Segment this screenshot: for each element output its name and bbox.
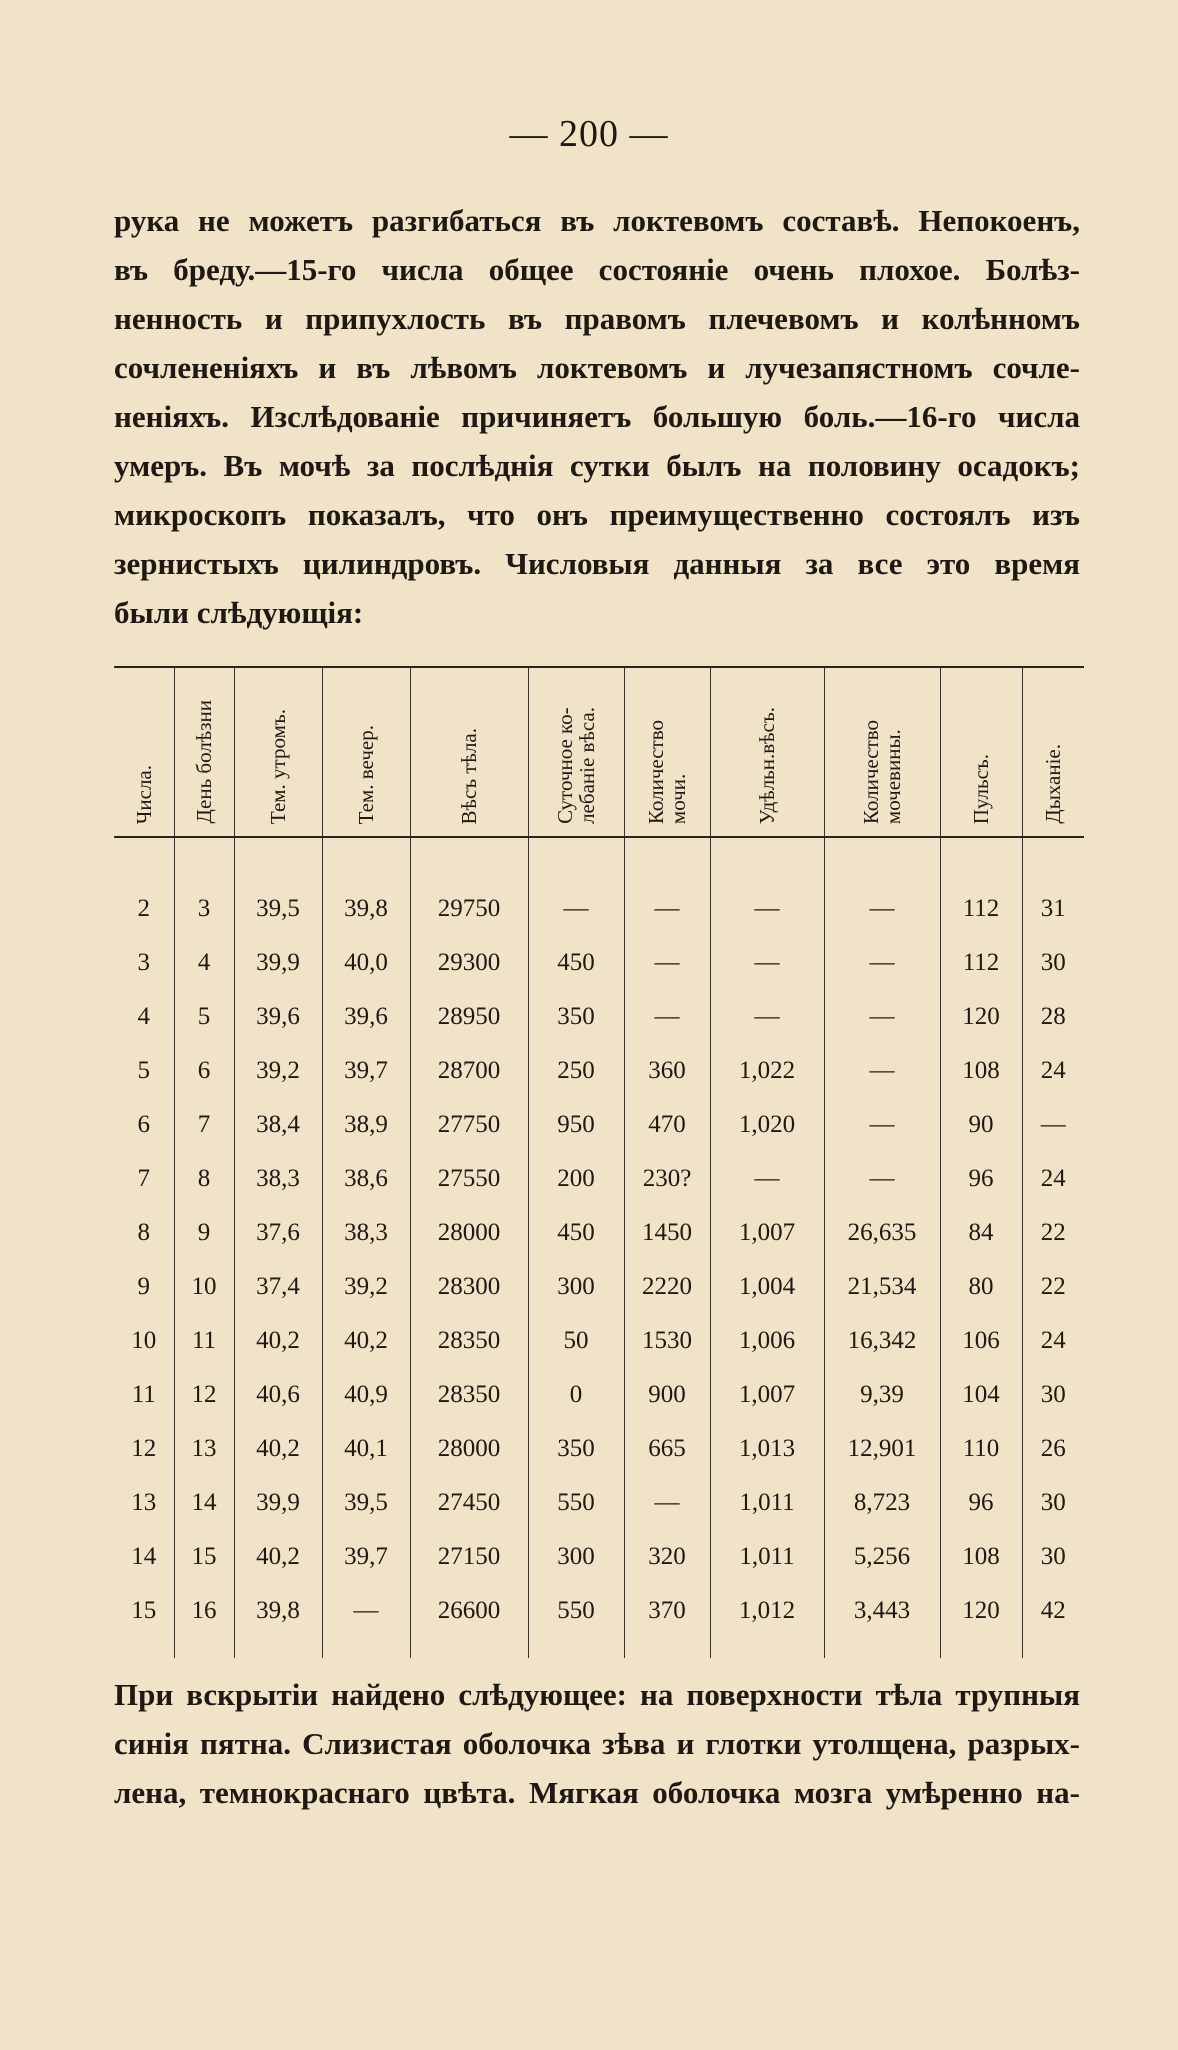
- table-cell: 470: [624, 1098, 710, 1152]
- table-cell: 40,1: [322, 1422, 410, 1476]
- table-cell: 665: [624, 1422, 710, 1476]
- paragraph-top: [114, 196, 1080, 637]
- table-cell: 38,6: [322, 1152, 410, 1206]
- table-cell: 13: [131, 1489, 157, 1516]
- table-row: [114, 1314, 1084, 1368]
- table-cell: 5: [174, 990, 234, 1044]
- table-cell: 900: [624, 1368, 710, 1422]
- text-line: рука не можетъ разгибаться въ локтевомъ составѣ. Непокоенъ,: [114, 203, 1080, 238]
- table-cell: 1530: [624, 1314, 710, 1368]
- table-cell: 28300: [410, 1260, 528, 1314]
- table-cell: 80: [940, 1260, 1022, 1314]
- table-cell: 2: [137, 895, 150, 922]
- table-cell: 120: [940, 1584, 1022, 1638]
- table-cell: —: [322, 1584, 410, 1638]
- table-cell: 3,443: [824, 1584, 940, 1638]
- table-cell: 28000: [410, 1422, 528, 1476]
- table-cell: —: [824, 990, 940, 1044]
- table-cell: 15: [131, 1597, 157, 1624]
- table-cell: 200: [528, 1152, 624, 1206]
- text-line: ненность и припухлость въ правомъ плечевомъ и колѣнномъ: [114, 301, 1080, 336]
- table-cell: 250: [528, 1044, 624, 1098]
- table-cell: —: [824, 1152, 940, 1206]
- table-cell: 10: [174, 1260, 234, 1314]
- spacer-cell: [710, 837, 824, 882]
- spacer-cell: [174, 837, 234, 882]
- table-cell: 7: [174, 1098, 234, 1152]
- table-cell: 84: [940, 1206, 1022, 1260]
- table-cell: 24: [1022, 1314, 1084, 1368]
- table-row: [114, 1530, 1084, 1584]
- table-cell: 39,8: [234, 1584, 322, 1638]
- table-cell: 27750: [410, 1098, 528, 1152]
- table-cell: 1,013: [710, 1422, 824, 1476]
- table-cell: 4: [174, 936, 234, 990]
- table-cell: 1,004: [710, 1260, 824, 1314]
- spacer-cell: [940, 1638, 1022, 1658]
- table-cell: 40,6: [234, 1368, 322, 1422]
- table-cell: —: [624, 1476, 710, 1530]
- column-header-label: Удѣльн.вѣсъ.: [755, 706, 779, 824]
- spacer-cell: [114, 837, 174, 882]
- table-cell: —: [710, 1152, 824, 1206]
- spacer-cell: [624, 837, 710, 882]
- table-cell: 90: [940, 1098, 1022, 1152]
- table-cell: 6: [174, 1044, 234, 1098]
- table-cell: 29750: [410, 882, 528, 936]
- column-header: [528, 667, 624, 837]
- table-cell: 96: [940, 1152, 1022, 1206]
- table-cell: 950: [528, 1098, 624, 1152]
- table-cell: 230?: [624, 1152, 710, 1206]
- spacer-cell: [528, 837, 624, 882]
- table-cell: 0: [528, 1368, 624, 1422]
- table-cell: 96: [940, 1476, 1022, 1530]
- table-cell: 40,0: [322, 936, 410, 990]
- table-cell: 50: [528, 1314, 624, 1368]
- table-cell: 360: [624, 1044, 710, 1098]
- table-header-row: [114, 667, 1084, 837]
- table-cell: 9,39: [824, 1368, 940, 1422]
- table-cell: —: [710, 990, 824, 1044]
- table-cell: —: [528, 882, 624, 936]
- spacer-cell: [528, 1638, 624, 1658]
- table-cell: 112: [940, 936, 1022, 990]
- table-cell: 16,342: [824, 1314, 940, 1368]
- column-header-label: Пульсъ.: [969, 753, 993, 824]
- table-cell: 30: [1022, 936, 1084, 990]
- table-cell: 3: [174, 882, 234, 936]
- table-cell: —: [624, 882, 710, 936]
- column-header: [624, 667, 710, 837]
- spacer-cell: [322, 837, 410, 882]
- table-cell: 1450: [624, 1206, 710, 1260]
- table-cell: 37,6: [234, 1206, 322, 1260]
- table-cell: 12: [131, 1435, 157, 1462]
- table-cell: 14: [131, 1543, 157, 1570]
- table-cell: —: [824, 1044, 940, 1098]
- table-cell: 39,9: [234, 936, 322, 990]
- table-cell: 40,2: [234, 1422, 322, 1476]
- table-cell: 27450: [410, 1476, 528, 1530]
- table-cell: 350: [528, 1422, 624, 1476]
- text-line: микроскопъ показалъ, что онъ преимущественно состоялъ изъ: [114, 497, 1080, 532]
- text-line: въ бреду.—15-го числа общее состояніе очень плохое. Болѣз-: [114, 252, 1080, 287]
- spacer-cell: [1022, 837, 1084, 882]
- table-cell: 39,5: [234, 882, 322, 936]
- table-cell: 39,9: [234, 1476, 322, 1530]
- table-cell: 108: [940, 1530, 1022, 1584]
- table-cell: 6: [137, 1111, 150, 1138]
- table-row: [114, 1260, 1084, 1314]
- table-cell: 16: [174, 1584, 234, 1638]
- spacer-cell: [234, 1638, 322, 1658]
- spacer-cell: [322, 1638, 410, 1658]
- table-cell: 28700: [410, 1044, 528, 1098]
- table-cell: 3: [137, 949, 150, 976]
- table-cell: 112: [940, 882, 1022, 936]
- table-cell: 370: [624, 1584, 710, 1638]
- table-cell: 38,3: [234, 1152, 322, 1206]
- table-cell: 28: [1022, 990, 1084, 1044]
- table-cell: 1,011: [710, 1476, 824, 1530]
- table-cell: 550: [528, 1476, 624, 1530]
- table-cell: 300: [528, 1530, 624, 1584]
- column-header: [824, 667, 940, 837]
- data-table-wrapper: [114, 666, 1084, 1650]
- table-row: [114, 936, 1084, 990]
- table-cell: —: [824, 882, 940, 936]
- table-cell: 31: [1022, 882, 1084, 936]
- table-cell: 1,020: [710, 1098, 824, 1152]
- table-cell: 13: [174, 1422, 234, 1476]
- data-table: [114, 666, 1084, 1658]
- table-cell: 30: [1022, 1476, 1084, 1530]
- table-spacer-row: [114, 1638, 1084, 1658]
- table-cell: 38,3: [322, 1206, 410, 1260]
- spacer-cell: [624, 1638, 710, 1658]
- table-cell: —: [710, 936, 824, 990]
- table-cell: 39,6: [234, 990, 322, 1044]
- table-cell: 39,2: [234, 1044, 322, 1098]
- table-cell: 24: [1022, 1152, 1084, 1206]
- table-cell: 1,007: [710, 1368, 824, 1422]
- table-row: [114, 990, 1084, 1044]
- table-cell: 27550: [410, 1152, 528, 1206]
- table-row: [114, 1044, 1084, 1098]
- table-row: [114, 1422, 1084, 1476]
- table-cell: 28950: [410, 990, 528, 1044]
- table-cell: 11: [131, 1381, 156, 1408]
- text-line: лена, темнокраснаго цвѣта. Мягкая оболочка мозга умѣренно на-: [114, 1775, 1080, 1810]
- table-cell: 5,256: [824, 1530, 940, 1584]
- column-header-label: Тем. вечер.: [354, 724, 378, 824]
- table-row: [114, 1368, 1084, 1422]
- table-cell: 40,2: [322, 1314, 410, 1368]
- table-cell: 1,007: [710, 1206, 824, 1260]
- table-cell: 350: [528, 990, 624, 1044]
- table-cell: —: [624, 990, 710, 1044]
- table-row: [114, 1476, 1084, 1530]
- table-cell: 104: [940, 1368, 1022, 1422]
- table-cell: 27150: [410, 1530, 528, 1584]
- table-cell: 28350: [410, 1314, 528, 1368]
- text-line: умеръ. Въ мочѣ за послѣднія сутки былъ на половину осадокъ;: [114, 448, 1080, 483]
- spacer-cell: [824, 837, 940, 882]
- table-row: [114, 1584, 1084, 1638]
- text-line: синія пятна. Слизистая оболочка зѣва и глотки утолщена, разрых-: [114, 1726, 1080, 1761]
- table-cell: 22: [1022, 1206, 1084, 1260]
- spacer-cell: [1022, 1638, 1084, 1658]
- column-header-label: Количество мочевины.: [859, 719, 905, 824]
- table-cell: 8,723: [824, 1476, 940, 1530]
- table-cell: 11: [174, 1314, 234, 1368]
- table-cell: 8: [137, 1219, 150, 1246]
- table-row: [114, 882, 1084, 936]
- table-cell: 39,5: [322, 1476, 410, 1530]
- spacer-cell: [710, 1638, 824, 1658]
- table-cell: 26: [1022, 1422, 1084, 1476]
- column-header: [174, 667, 234, 837]
- table-cell: 1,012: [710, 1584, 824, 1638]
- table-cell: 37,4: [234, 1260, 322, 1314]
- column-header: [234, 667, 322, 837]
- table-cell: 7: [137, 1165, 150, 1192]
- table-cell: 26600: [410, 1584, 528, 1638]
- table-cell: 40,2: [234, 1530, 322, 1584]
- table-row: [114, 1206, 1084, 1260]
- table-cell: 14: [174, 1476, 234, 1530]
- spacer-cell: [410, 1638, 528, 1658]
- text-line: сочлененіяхъ и въ лѣвомъ локтевомъ и лучезапястномъ сочле-: [114, 350, 1080, 385]
- table-cell: 106: [940, 1314, 1022, 1368]
- table-cell: 38,4: [234, 1098, 322, 1152]
- table-cell: 30: [1022, 1368, 1084, 1422]
- table-cell: 21,534: [824, 1260, 940, 1314]
- table-cell: 42: [1022, 1584, 1084, 1638]
- table-cell: 39,7: [322, 1530, 410, 1584]
- table-cell: 28350: [410, 1368, 528, 1422]
- paragraph-bottom: [114, 1670, 1080, 1817]
- column-header-label: Числа.: [131, 764, 156, 824]
- text-line: При вскрытіи найдено слѣдующее: на поверхности тѣла трупныя: [114, 1677, 1080, 1712]
- table-cell: 38,9: [322, 1098, 410, 1152]
- column-header: [1022, 667, 1084, 837]
- table-cell: 26,635: [824, 1206, 940, 1260]
- text-line: зернистыхъ цилиндровъ. Числовыя данныя за все это время: [114, 546, 1080, 581]
- table-spacer-row: [114, 837, 1084, 882]
- table-cell: 12,901: [824, 1422, 940, 1476]
- table-cell: 110: [940, 1422, 1022, 1476]
- table-cell: 40,9: [322, 1368, 410, 1422]
- table-cell: 550: [528, 1584, 624, 1638]
- spacer-cell: [234, 837, 322, 882]
- table-cell: 1,011: [710, 1530, 824, 1584]
- table-cell: —: [1022, 1098, 1084, 1152]
- table-cell: —: [710, 882, 824, 936]
- column-header-label: Суточное ко- лебаніе вѣса.: [553, 707, 599, 824]
- table-cell: 120: [940, 990, 1022, 1044]
- column-header: [940, 667, 1022, 837]
- spacer-cell: [410, 837, 528, 882]
- column-header: [322, 667, 410, 837]
- table-cell: 15: [174, 1530, 234, 1584]
- page-number: — 200 —: [509, 113, 669, 155]
- column-header-label: Дыханіе.: [1041, 744, 1066, 824]
- table-cell: 30: [1022, 1530, 1084, 1584]
- table-cell: 108: [940, 1044, 1022, 1098]
- table-cell: 1,022: [710, 1044, 824, 1098]
- column-header-label: Количество мочи.: [644, 719, 690, 824]
- column-header: [410, 667, 528, 837]
- table-cell: 8: [174, 1152, 234, 1206]
- table-cell: 5: [137, 1057, 150, 1084]
- table-cell: 22: [1022, 1260, 1084, 1314]
- spacer-cell: [114, 1638, 174, 1658]
- column-header: [710, 667, 824, 837]
- table-cell: 320: [624, 1530, 710, 1584]
- spacer-cell: [824, 1638, 940, 1658]
- table-cell: —: [824, 936, 940, 990]
- table-cell: 24: [1022, 1044, 1084, 1098]
- table-cell: 28000: [410, 1206, 528, 1260]
- table-cell: 2220: [624, 1260, 710, 1314]
- table-cell: 39,2: [322, 1260, 410, 1314]
- table-cell: 4: [137, 1003, 150, 1030]
- table-cell: —: [624, 936, 710, 990]
- table-cell: 9: [174, 1206, 234, 1260]
- table-cell: 9: [137, 1273, 150, 1300]
- column-header: [114, 667, 174, 837]
- column-header-label: День болѣзни: [192, 700, 216, 824]
- column-header-label: Тем. утромъ.: [266, 708, 290, 824]
- table-cell: 39,8: [322, 882, 410, 936]
- text-line: неніяхъ. Изслѣдованіе причиняетъ большую боль.—16-го числа: [114, 399, 1080, 434]
- table-body: [114, 837, 1084, 1658]
- table-cell: 450: [528, 936, 624, 990]
- table-cell: 29300: [410, 936, 528, 990]
- spacer-cell: [174, 1638, 234, 1658]
- table-cell: 10: [131, 1327, 157, 1354]
- table-cell: 39,6: [322, 990, 410, 1044]
- spacer-cell: [940, 837, 1022, 882]
- table-row: [114, 1152, 1084, 1206]
- table-cell: 12: [174, 1368, 234, 1422]
- text-line: были слѣдующія:: [114, 595, 364, 630]
- table-cell: 39,7: [322, 1044, 410, 1098]
- table-cell: —: [824, 1098, 940, 1152]
- column-header-label: Вѣсъ тѣла.: [457, 727, 481, 824]
- table-cell: 450: [528, 1206, 624, 1260]
- table-row: [114, 1098, 1084, 1152]
- table-cell: 300: [528, 1260, 624, 1314]
- table-cell: 40,2: [234, 1314, 322, 1368]
- table-cell: 1,006: [710, 1314, 824, 1368]
